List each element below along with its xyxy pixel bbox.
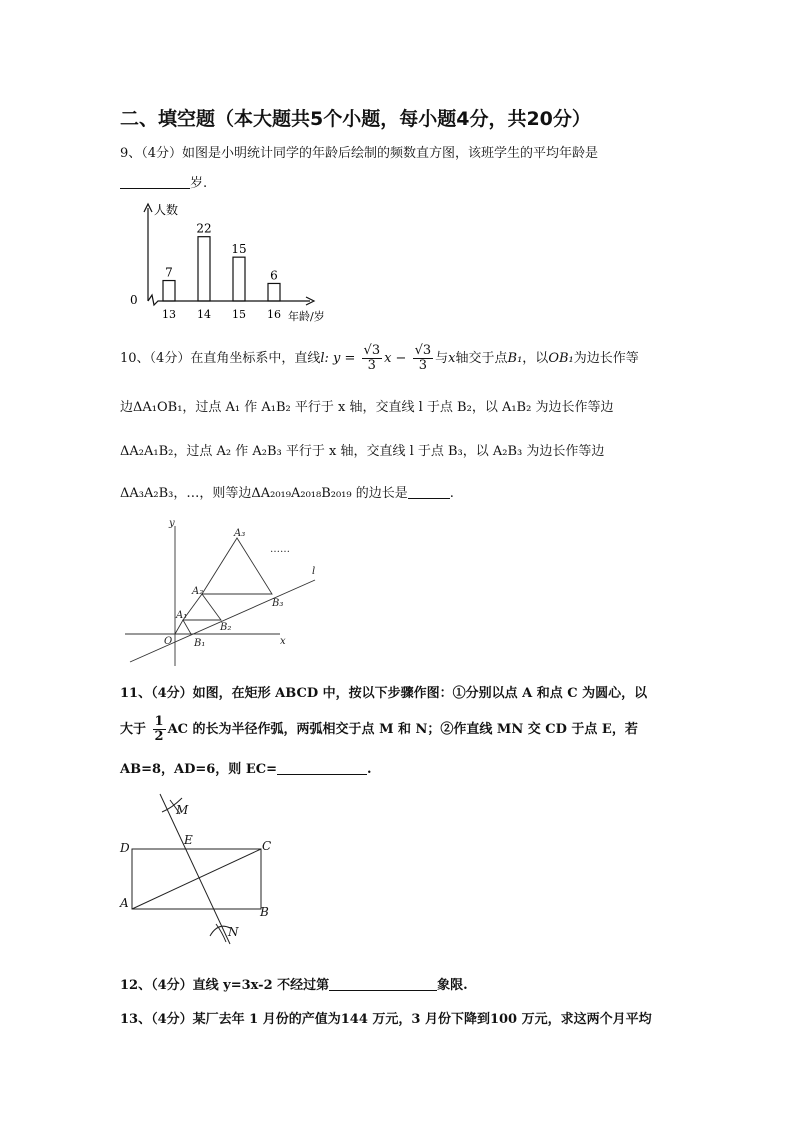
hist-bar-13 xyxy=(163,281,175,301)
q10-frac1-den: 3 xyxy=(367,358,376,373)
q10-frac2 xyxy=(413,344,434,373)
q12-prefix: 12、（4分）直线 y=3x-2 不经过第 xyxy=(120,978,330,993)
hist-value-label-15: 15 xyxy=(231,242,247,257)
hist-ylabel: 人数 xyxy=(154,203,179,217)
hist-tick-label-13: 13 xyxy=(162,308,176,321)
q11-frac-den: 2 xyxy=(154,729,164,744)
hist-bar-14 xyxy=(198,237,210,301)
fig11-diagonal-AC xyxy=(132,849,261,909)
hist-value-label-13: 7 xyxy=(165,265,173,280)
fig11-label-D: D xyxy=(120,841,130,855)
q10-frac1-num: √3 xyxy=(363,343,381,358)
q10-answer-blank[interactable] xyxy=(408,486,450,499)
fig10-label-B1: B₁ xyxy=(194,638,206,649)
q10-prefix: 10、（4分）在直角坐标系中，直线 xyxy=(120,351,321,366)
q12-suffix: 象限. xyxy=(437,978,468,993)
q10-B1: B₁ xyxy=(507,351,523,366)
q11-answer-blank[interactable] xyxy=(277,762,367,775)
q11-line3 xyxy=(120,762,372,778)
fig11-line-MN xyxy=(160,794,230,944)
fig10-label-B2: B₂ xyxy=(220,622,232,633)
q10-eq: : y = xyxy=(324,351,356,366)
q10-rest: 轴交于点 xyxy=(455,351,508,366)
q10-tail: 为边长作等 xyxy=(573,351,639,366)
q10-line4-text: ΔA₃A₂B₃，…，则等边ΔA₂₀₁₉A₂₀₁₈B₂₀₁₉ 的边长是 xyxy=(120,486,408,501)
q11-line1: 11、（4分）如图，在矩形 ABCD 中，按以下步骤作图：①分别以点 A 和点 C 为圆心，以 xyxy=(120,686,648,701)
fig10-line-l xyxy=(130,580,315,662)
hist-value-label-14: 22 xyxy=(196,221,212,236)
hist-x-axis xyxy=(148,295,310,305)
q10-frac2-num: √3 xyxy=(414,343,432,358)
q10-comma: ，以 xyxy=(522,351,549,366)
q11-rest: AC 的长为半径作弧，两弧相交于点 M 和 N；②作直线 MN 交 CD 于点 E，若 xyxy=(167,722,638,737)
hist-bar-16 xyxy=(268,283,280,301)
q13-line1: 13、（4分）某厂去年 1 月份的产值为144 万元，3 月份下降到100 万元，求这两个月平均 xyxy=(120,1012,652,1027)
section-title: 二、填空题（本大题共5个小题，每小题4分，共20分） xyxy=(120,108,591,130)
q11-line3-text: AB=8，AD=6，则 EC= xyxy=(120,762,277,777)
fig11-label-N: N xyxy=(228,925,239,939)
fig10-label-A1: A₁ xyxy=(176,610,188,621)
q9-answer-line xyxy=(120,176,207,192)
q10-line1 xyxy=(120,344,639,373)
q12-line xyxy=(120,978,468,994)
q11-line2 xyxy=(120,715,638,744)
fig11-label-B: B xyxy=(260,905,269,919)
q10-x: x xyxy=(448,351,456,366)
q10-period: . xyxy=(449,486,454,501)
hist-xlabel: 年龄/岁 xyxy=(288,310,325,323)
q11-frac xyxy=(153,715,166,744)
hist-origin: 0 xyxy=(130,293,138,307)
q11-figure xyxy=(112,792,282,952)
fig10-label-A3: A₃ xyxy=(234,528,246,539)
q10-xminus: x − xyxy=(384,351,407,366)
fig10-label-O: O xyxy=(164,636,173,647)
fig11-arc-N1 xyxy=(210,926,230,936)
q9-answer-blank[interactable] xyxy=(120,176,190,189)
hist-tick-label-14: 14 xyxy=(197,308,211,321)
q11-period: . xyxy=(366,762,372,777)
q11-frac-num: 1 xyxy=(154,714,164,729)
q10-line4 xyxy=(120,486,454,502)
hist-tick-label-16: 16 xyxy=(267,308,281,321)
fig10-label-l: l xyxy=(312,566,316,577)
q9-histogram xyxy=(120,198,340,324)
q9-suffix: 岁. xyxy=(190,176,208,191)
fig11-label-E: E xyxy=(184,833,193,847)
fig10-triangle-1 xyxy=(175,620,191,634)
q10-frac2-den: 3 xyxy=(418,358,428,373)
fig11-label-M: M xyxy=(176,803,189,817)
q10-line3: ΔA₂A₁B₂，过点 A₂ 作 A₂B₃ 平行于 x 轴，交直线 l 于点 B₃，以 A₂B₃ 为边长作等边 xyxy=(120,444,605,459)
q10-line2: 边ΔA₁OB₁，过点 A₁ 作 A₁B₂ 平行于 x 轴，交直线 l 于点 B₂，以 A₁B₂ 为边长作等边 xyxy=(120,400,614,415)
fig10-label-x: x xyxy=(280,636,286,647)
hist-bar-15 xyxy=(233,257,245,301)
q11-prefix: 大于 xyxy=(120,722,147,737)
q12-answer-blank[interactable] xyxy=(329,978,437,991)
fig11-label-C: C xyxy=(262,839,272,853)
fig10-label-y: y xyxy=(169,518,175,529)
fig10-label-B3: B₃ xyxy=(272,598,284,609)
q10-frac1 xyxy=(362,344,383,373)
fig10-triangle-2 xyxy=(183,594,221,620)
q10-OB1: OB₁ xyxy=(548,351,574,366)
fig10-label-A2: A₂ xyxy=(192,586,204,597)
q9-text: 9、（4分）如图是小明统计同学的年龄后绘制的频数直方图，该班学生的平均年龄是 xyxy=(120,146,599,161)
q10-and: 与 xyxy=(435,351,449,366)
fig11-label-A: A xyxy=(120,896,129,910)
fig10-triangle-3 xyxy=(202,538,272,594)
hist-value-label-16: 6 xyxy=(270,268,278,283)
q10-l: l xyxy=(320,351,325,366)
q10-figure xyxy=(120,518,325,670)
hist-tick-label-15: 15 xyxy=(232,308,246,321)
fig10-ellipsis: …… xyxy=(270,544,290,555)
